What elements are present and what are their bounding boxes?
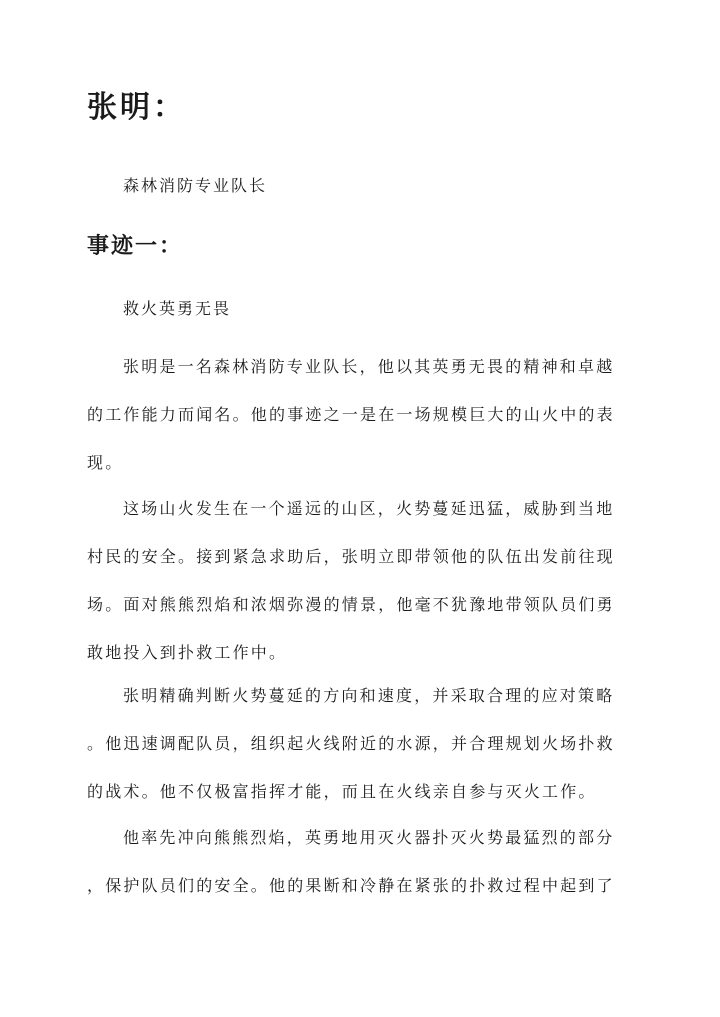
paragraph-4 xyxy=(87,814,631,910)
paragraph-line: 现。 xyxy=(87,453,124,472)
paragraph-line: 敢地投入到扑救工作中。 xyxy=(87,643,288,662)
paragraph-line: 的战术。他不仅极富指挥才能，而且在火线亲自参与灭火工作。 xyxy=(87,782,597,801)
paragraph-line: ，保护队员们的安全。他的果断和冷静在紧张的扑救过程中起到了 xyxy=(87,876,615,895)
paragraph-2 xyxy=(87,485,631,677)
paragraph-line: 场。面对熊熊烈焰和浓烟弥漫的情景，他毫不犹豫地带领队员们勇 xyxy=(87,595,615,614)
title-line: 森林消防专业队长 xyxy=(123,176,268,195)
section-subtitle: 救火英勇无畏 xyxy=(123,299,232,318)
paragraph-line: 这场山火发生在一个遥远的山区，火势蔓延迅猛，威胁到当地 xyxy=(123,499,615,518)
name-heading: 张明： xyxy=(87,90,186,125)
paragraph-line: 的工作能力而闻名。他的事迹之一是在一场规模巨大的山火中的表 xyxy=(87,405,615,424)
section-heading: 事迹一： xyxy=(87,233,184,259)
paragraph-line: 。他迅速调配队员，组织起火线附近的水源，并合理规划火场扑救 xyxy=(87,734,615,753)
paragraph-line: 张明精确判断火势蔓延的方向和速度，并采取合理的应对策略 xyxy=(123,686,615,705)
paragraph-line: 村民的安全。接到紧急求助后，张明立即带领他的队伍出发前往现 xyxy=(87,547,615,566)
paragraph-line: 张明是一名森林消防专业队长，他以其英勇无畏的精神和卓越 xyxy=(123,357,615,376)
paragraph-1 xyxy=(87,343,631,487)
paragraph-3 xyxy=(87,672,631,816)
paragraph-line: 他率先冲向熊熊烈焰，英勇地用灭火器扑灭火势最猛烈的部分 xyxy=(123,828,615,847)
